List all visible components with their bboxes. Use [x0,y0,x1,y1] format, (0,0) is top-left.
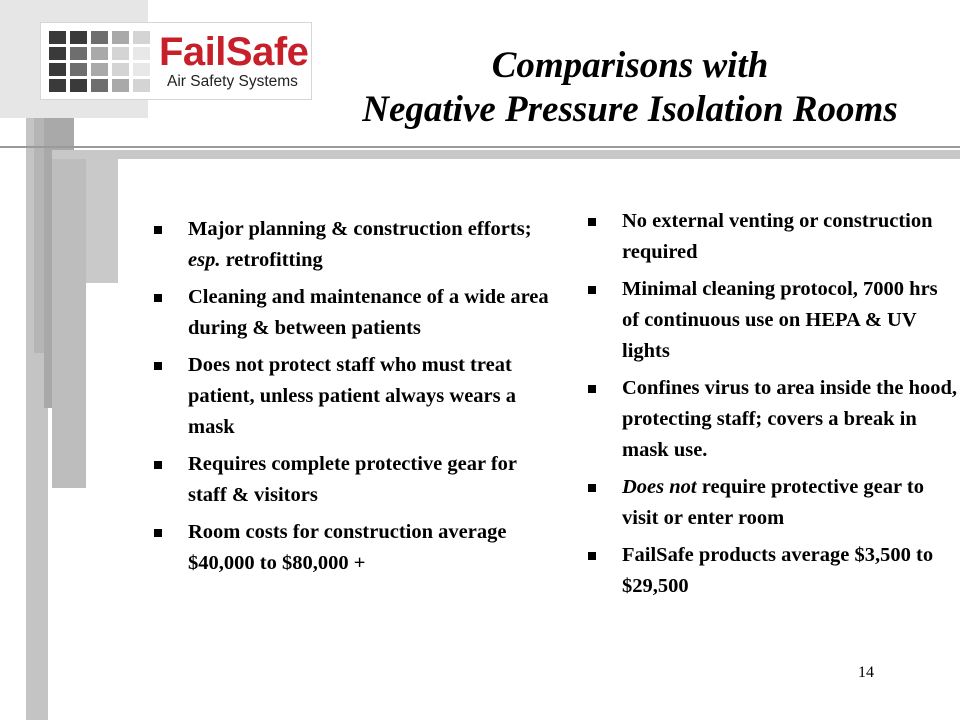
square-bullet-icon [588,218,596,226]
bullet-text: Does not protect staff who must treat patient, unless patient always wears a mask [188,354,517,438]
logo-grid-square [112,63,129,76]
bullet-text: Cleaning and maintenance of a wide area during & between patients [188,286,549,339]
square-bullet-icon [154,226,162,234]
logo-grid-mark [49,31,159,93]
isolation-room-bullet-item [154,517,554,579]
bullet-text: Does not [622,476,697,498]
failsafe-bullet-item [588,373,958,466]
logo-grid-square [49,63,66,76]
square-bullet-icon [154,362,162,370]
failsafe-bullet-item [588,472,958,534]
failsafe-bullet-item [588,274,958,367]
title-divider-thick [52,150,960,159]
deco-bar-4 [52,158,86,488]
square-bullet-icon [154,461,162,469]
square-bullet-icon [588,286,596,294]
isolation-room-bullet-item [154,449,554,511]
bullet-text: Requires complete protective gear for staff & visitors [188,453,517,506]
bullet-text: Room costs for construction average $40,000 to $80,000 + [188,521,507,574]
isolation-room-bullet-item [154,350,554,443]
isolation-room-bullet-item [154,282,554,344]
bullet-text: retrofitting [220,249,323,271]
bullet-text: Major planning & construction efforts; [188,218,532,240]
page-number: 14 [858,664,874,681]
square-bullet-icon [588,385,596,393]
logo-grid-square [91,79,108,92]
title-divider-thin [0,146,960,148]
bullet-text: esp. [188,249,221,271]
square-bullet-icon [588,552,596,560]
company-logo [40,22,312,100]
logo-grid-square [49,31,66,44]
logo-grid-square [91,31,108,44]
square-bullet-icon [154,529,162,537]
logo-grid-square [49,79,66,92]
slide-title [290,44,960,132]
bullet-text: require protective gear to visit or enter room [622,476,924,529]
logo-grid-square [70,31,87,44]
logo-grid-square [112,47,129,60]
logo-grid-square [133,63,150,76]
isolation-room-bullet-item [154,214,554,276]
logo-grid-square [112,31,129,44]
logo-grid-square [91,63,108,76]
failsafe-bullet-item [588,540,958,602]
slide-title-line-1: Comparisons with [491,45,769,86]
logo-grid-square [112,79,129,92]
logo-grid-square [70,79,87,92]
failsafe-bullet-list [588,206,958,608]
square-bullet-icon [154,294,162,302]
logo-grid-square [133,47,150,60]
logo-grid-square [91,47,108,60]
bullet-text: Minimal cleaning protocol, 7000 hrs of continuous use on HEPA & UV lights [622,278,938,362]
square-bullet-icon [588,484,596,492]
logo-subtitle: Air Safety Systems [167,73,298,90]
bullet-text: Confines virus to area inside the hood, protecting staff; covers a break in mask use. [622,377,958,461]
logo-name: FailSafe [159,30,309,74]
isolation-room-bullet-list [154,214,554,585]
bullet-text: FailSafe products average $3,500 to $29,500 [622,544,934,597]
bullet-text: No external venting or construction required [622,210,933,263]
logo-grid-square [49,47,66,60]
logo-grid-square [133,79,150,92]
logo-grid-square [133,31,150,44]
failsafe-bullet-item [588,206,958,268]
logo-grid-square [70,63,87,76]
slide-title-line-2: Negative Pressure Isolation Rooms [362,89,898,130]
logo-grid-square [70,47,87,60]
